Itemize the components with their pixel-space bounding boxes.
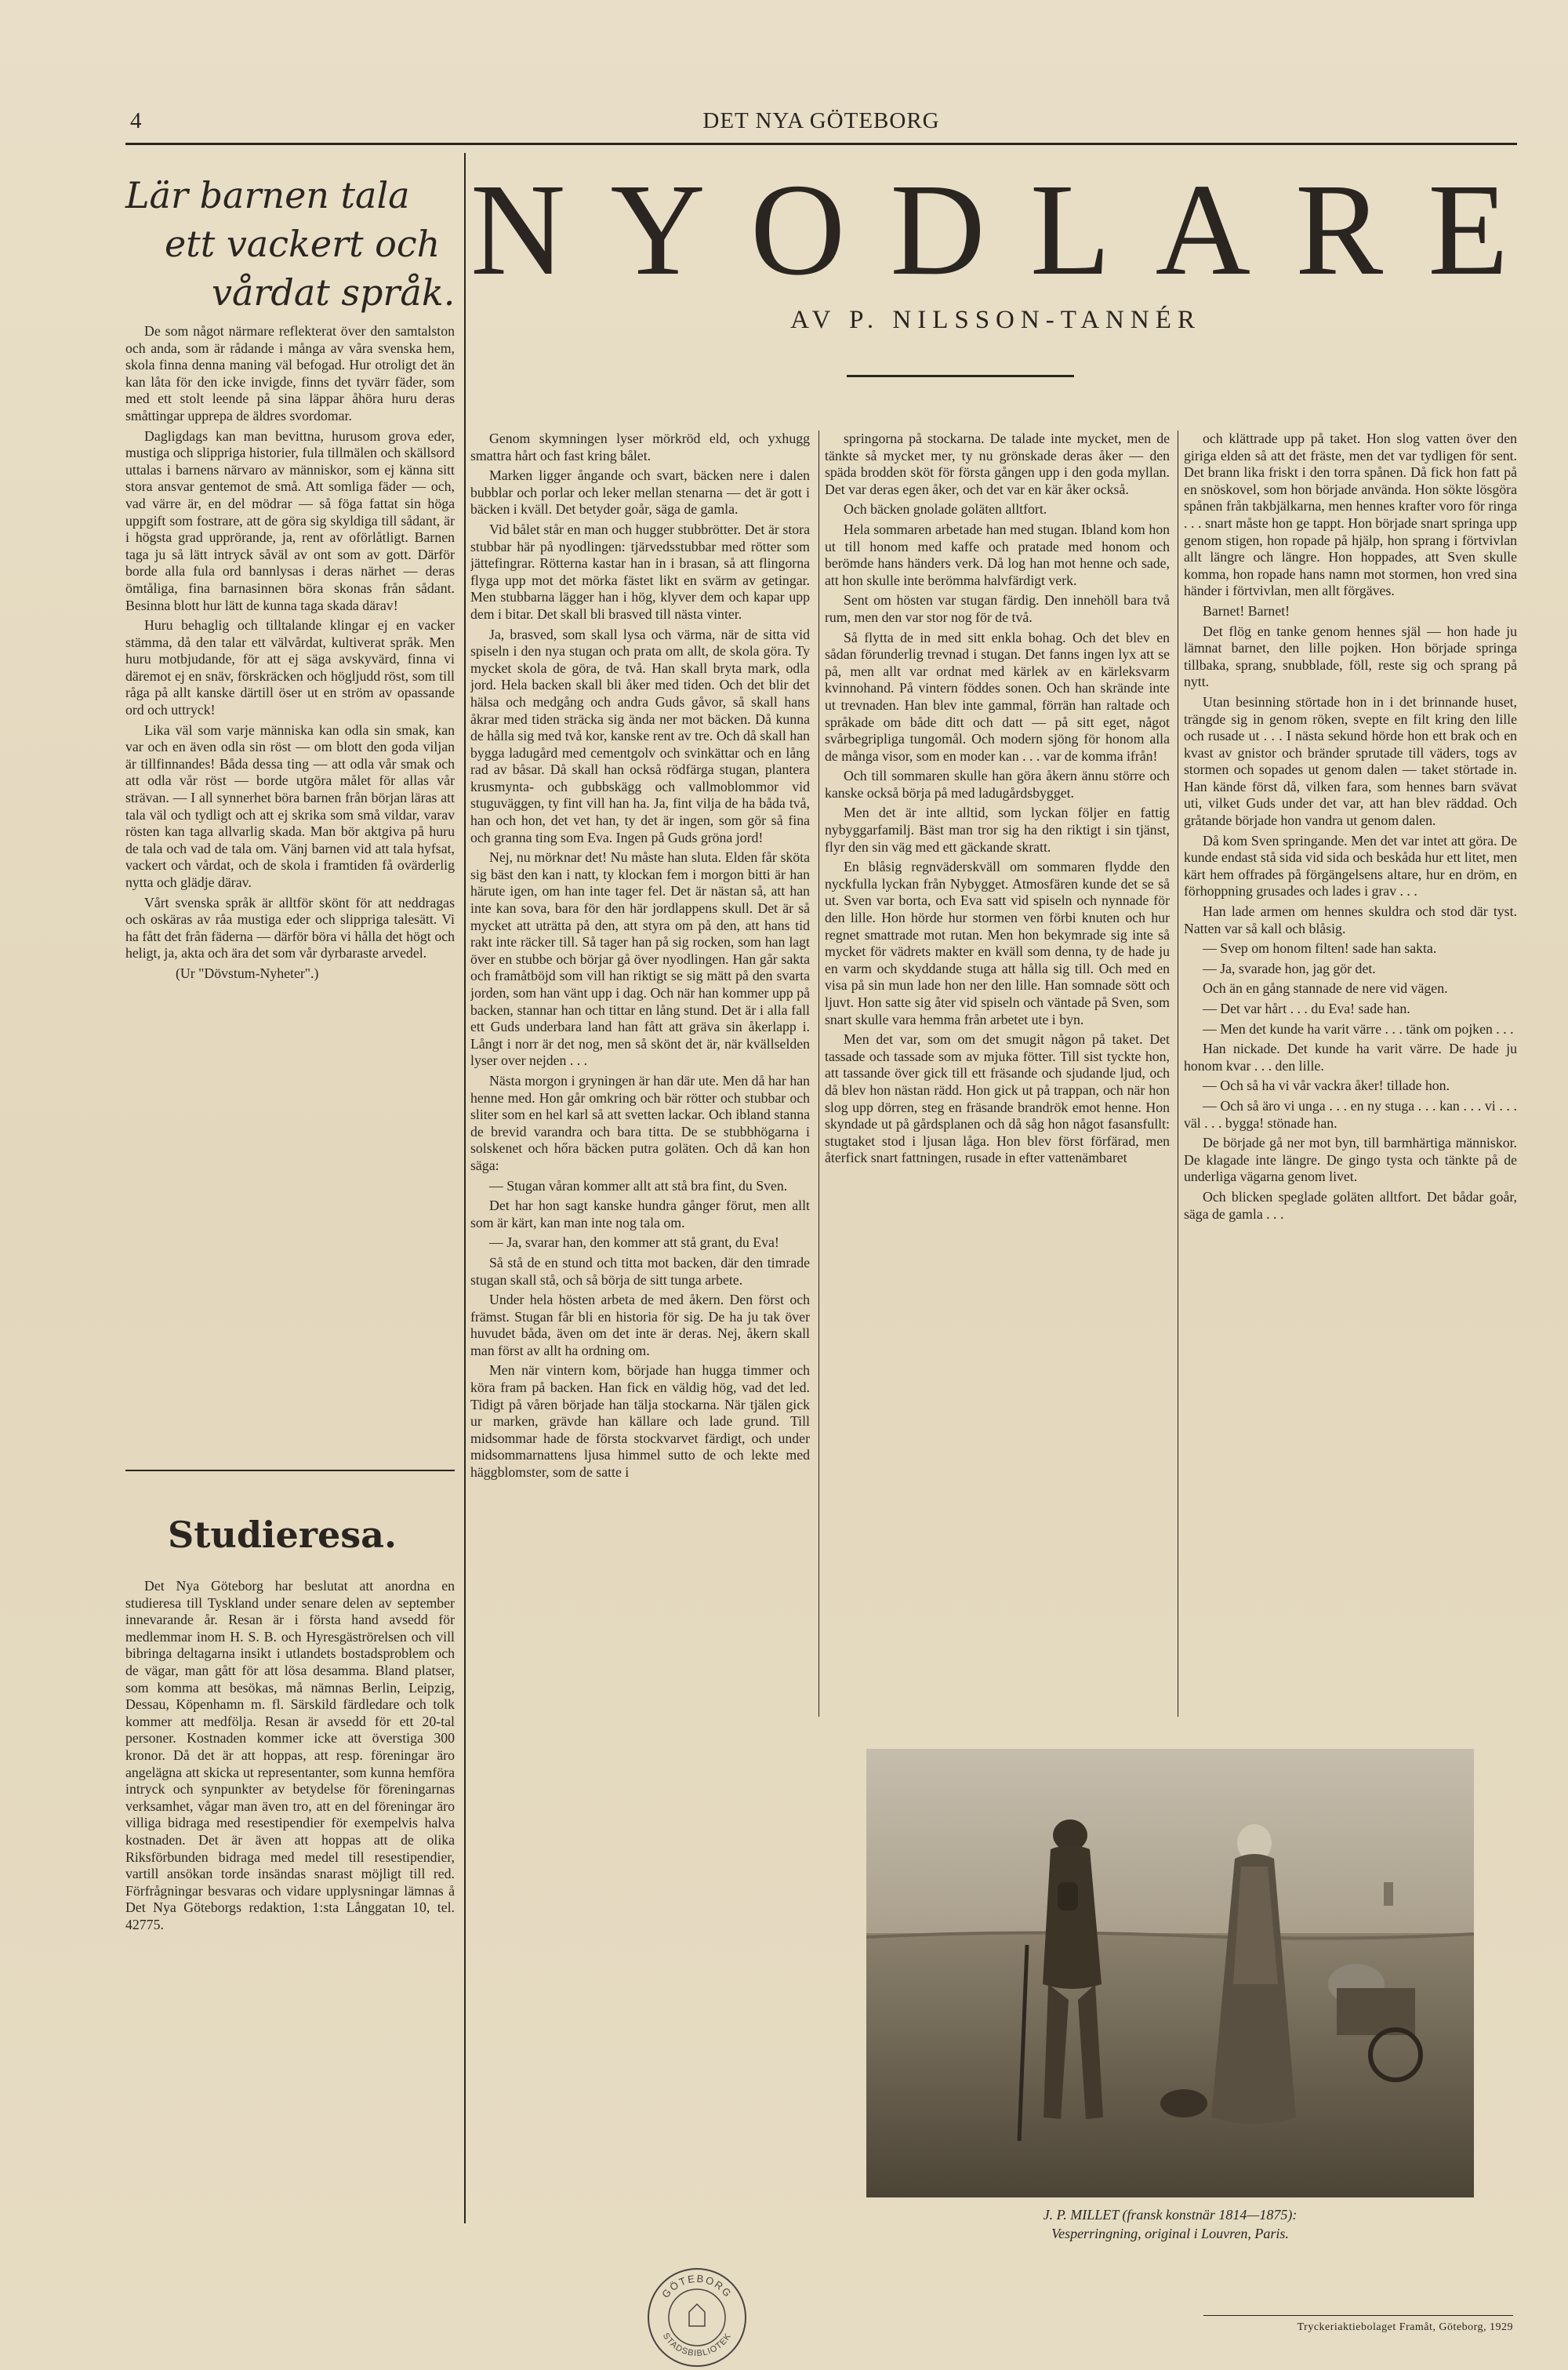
caption-line-1: J. P. MILLET (fransk konstnär 1814—1875): xyxy=(1043,2207,1298,2223)
story-paragraph: Genom skymningen lyser mörkröd eld, och yxhugg smattra hårt och fast kring bålet. xyxy=(470,431,810,463)
story-paragraph: Och än en gång stannade de nere vid vägen. xyxy=(1203,980,1448,997)
story-paragraph: Så stå de en stund och titta mot backen, där den timrade stugan skall stå, och så börja de sitt tunga arbete. xyxy=(470,1254,810,1288)
printer-imprint: Tryckeriaktiebolaget Framåt, Göteborg, 1929 xyxy=(1297,2321,1513,2333)
story-paragraph: Nej, nu mörknar det! Nu måste han sluta. Elden får sköta sig bäst den kan i natt, ty klockan fem i morgon bitti är han härute igen, om han inte tager fel. Det är nästan så, att han inte kan sova, bara för den här jordlappens skull. Det är så mycket att uträtta på den, att styra om på den, att hans tid rakt inte räcker till. Så tager han på sig rocken, som han lagt över en stubbe och börjar gå över nyodlingen. Han går sakta och framåtböjd som vill han riktigt se sig mätt på den svarta jorden, som han vänt upp i dag. Och när han kommer upp på backen, stannar han och tittar en lång stund. Det är i alla fall ett Guds underbara land han fått att gräva sin åkerlapp i. Långt i norr är det nog, men så skönt det är, när kvällselden lyser over nejden . . . xyxy=(470,849,810,1069)
story-title-text xyxy=(470,157,1521,303)
left-article-paragraph: De som något närmare reflekterat över den samtalston och anda, som är rådande i många av våra svenska hem, skola finna denna maning väl befogad. Hur otroligt det än kan låta för den icke invigde, finns det tyvärr fäder, som med ett stolt leende på sina läppar åhöra huru deras småttingar upprepa de äldres svordomar. xyxy=(125,323,455,423)
story-paragraph: — Men det kunde ha varit värre . . . tänk om pojken . . . xyxy=(1203,1020,1514,1037)
story-byline: AV P. NILSSON-TANNÉR xyxy=(790,306,1201,334)
story-paragraph: Och blicken speglade goläten alltfort. Det bådar goår, säga de gamla . . . xyxy=(1184,1188,1517,1222)
footer-rule xyxy=(1203,2315,1513,2316)
story-paragraph: Men när vintern kom, började han hugga timmer och köra fram på backen. Han fick en väldig hög, vad det led. Tidigt på våren började han tälja stockarna. När tjälen gick ur marken, grävde han källare och lade grund. Till midsommar hade de första stockvarvet färdigt, och under midsommarnattens ljusa himmel sutto de och lekte med häggblomster, som de satte i xyxy=(470,1362,810,1481)
story-paragraph: Då kom Sven springande. Men det var intet att göra. De kunde endast stå sida vid sida och beskåda hur ett litet, men kärt hem offrades på förgängelsens altare, hur en dröm, en förhoppning grusades och lades i grav . . . xyxy=(1184,832,1517,900)
story-paragraph: springorna på stockarna. De talade inte mycket, men de tänkte så mycket mer, ty nu grönskade deras åker — den späda brodden sköt för första gången upp i den goda myllan. Det var deras egen åker, och det var en kär åker också. xyxy=(825,431,1170,497)
title-letter: A xyxy=(1155,157,1263,303)
story-column-2 xyxy=(825,431,1170,1705)
story-paragraph: — Och så äro vi unga . . . en ny stuga . . . kan . . . vi . . . väl . . . bygga! stönade han. xyxy=(1184,1097,1517,1131)
distant-steeple xyxy=(1384,1882,1393,1906)
story-paragraph: Vid bålet står en man och hugger stubbrötter. Det är stora stubbar här på nyodlingen: tjärvedsstubbar med rötter som jättefingrar. Rötterna kastar han in i brasan, så att flingorna flyga upp mot det mörka fästet likt en svärm av getingar. Men stubbarna lägger han i hög, klyver dem och kapar upp dem i bitar. Det skall bli brasved till nästa vinter. xyxy=(470,521,810,622)
story-paragraph: — Och så ha vi vår vackra åker! tillade hon. xyxy=(1203,1078,1450,1094)
section-divider xyxy=(125,1470,455,1471)
story-paragraph: Barnet! Barnet! xyxy=(1203,602,1290,619)
newspaper-name: DET NYA GÖTEBORG xyxy=(702,108,940,133)
page-header xyxy=(125,108,1517,146)
story-paragraph: Men det var, som om det smugit någon på taket. Det tassade och tassade som av mjuka fötter. Till sist tyckte hon, att tassande över gick till ett fräsande och sjudande ljud, och då blev hon nästan rädd. Hon gick ut på trappan, och när hon slog upp dörren, steg en fräsande brandrök emot henne. Hon skyndade ut på gårdsplanen och då såg hon något fasansfullt: stugtaket stod i ljusan låga. Hon blev först förfärad, men återfick snart fattningen, rusade in efter vattenämbaret xyxy=(825,1031,1170,1166)
left-article-paragraph: Lika väl som varje människa kan odla sin smak, kan var och en även odla sin röst — om blott den goda viljan är tillfinnandes! Båda dessa ting — att odla vår smak och att odla vår röst — borde utgöra målet för allas vår strävan. — I all synnerhet böra barnen från början läras att tala väl och tydligt och att ej skrika som små vildar, varav rösten kan taga allvarlig skada. Man bör aktgiva på huru de tala och vad de tala om. Vänj barnen vid att tala hyfsat, vackert och vårdat, och de skola i framtiden få ovärderlig nytta och glädje därav. xyxy=(125,722,455,890)
story-paragraph: — Ja, svarar han, den kommer att stå grant, du Eva! xyxy=(489,1234,779,1251)
angelus-painting xyxy=(866,1749,1474,2197)
story-paragraph: — Ja, svarade hon, jag gör det. xyxy=(1203,960,1376,976)
stamp-text-bottom: STADSBIBLIOTEK xyxy=(660,2331,734,2359)
story-paragraph: Men det är inte alltid, som lyckan följer en fattig nybyggarfamilj. Bäst man tror sig ha den riktigt i sin tjänst, flyr den sin väg med ett gäckande skratt. xyxy=(825,805,1170,855)
header-rule xyxy=(125,143,1517,145)
title-letter: E xyxy=(1428,157,1521,303)
stamp-text-top: GÖTEBORG xyxy=(659,2272,735,2300)
story-paragraph: De började gå ner mot byn, till barmhärtiga människor. De klagade inte längre. De gingo tysta och tänkte på de underliga vägarna genom livet. xyxy=(1184,1135,1517,1185)
story-paragraph: Och bäcken gnolade goläten alltfort. xyxy=(844,501,1047,518)
page-number: 4 xyxy=(130,108,143,133)
title-letter: Y xyxy=(610,157,718,303)
heading-line-2: ett vackert och xyxy=(165,223,441,265)
story-title xyxy=(470,157,1521,303)
title-letter: R xyxy=(1295,157,1396,303)
story-paragraph: — Det var hårt . . . du Eva! sade han. xyxy=(1203,1001,1410,1016)
left-article-paragraph: Dagligdags kan man bevittna, hurusom grova eder, mustiga och slippriga historier, fula tillmälen och skällsord uttalas i barnens närvaro av människor, som ej känna sitt stora ansvar gentemot de små. Att somliga fäder — och, vad värre är, en del mödrar — så föga fattat sin höga uppgift som fostrare, att de göra sig skyldiga till sådant, är i högsta grad upprörande, ja, rent av oförlåtligt. Barnen taga ju så lätt intryck såväl av ont som av gott. Därför borde alla fula ord bannlysas i deras närhet — deras ömtåliga, fina barnasinnen böra skonas från sådant. Besinna blott hur lätt de kunna taga skada därav! xyxy=(125,427,455,613)
left-article-body xyxy=(125,323,455,1454)
stamp-emblem-icon xyxy=(689,2304,705,2326)
byline-rule xyxy=(847,375,1074,377)
column-rule-vertical xyxy=(818,431,819,1717)
left-article-source: (Ur "Dövstum-Nyheter".) xyxy=(176,965,319,981)
story-paragraph: Utan besinning störtade hon in i det brinnande huset, trängde sig in genom röken, svepte en filt kring den lille och rusade ut . . . I nästa sekund hörde hon ett brak och en kvast av gnistor och bränder sprutade till väders, togs av stormen och sopades ut genom dalen — taket störtade in. Han kände först då, vilken fara, som hennes barn svävat uti, vilket Guds under det var, att han blev räddad. Och gråtande började hon vandra ut genom dalen. xyxy=(1184,693,1517,829)
title-letter: L xyxy=(1029,157,1123,303)
story-paragraph: och klättrade upp på taket. Hon slog vatten över den giriga elden så att det fräste, men det var tydligen för sent. Det brann lika friskt i den torra spånen. Då fick hon fatt på en snöskovel, som hon började använda. Hon sökte lösgöra spånen från takbjälkarna, men hennes krafter voro för ringa . . . snart måste hon ge tappt. Hon började snart springa upp genom stigen, hon ropade på hjälp, hon sprang i förtvivlan allt längre och längre. Hon hoppades, att Sven skulle komma, hon ropade hans namn mot stormen, hon vred sina händer i förtvivlan, men allt förgäves. xyxy=(1184,431,1517,599)
story-paragraph: Han lade armen om hennes skuldra och stod där tyst. Natten var så kall och blåsig. xyxy=(1184,903,1517,936)
story-paragraph: Och till sommaren skulle han göra åkern ännu större och kanske också börja på med ladugårdsbygget. xyxy=(825,768,1170,801)
studieresa-body xyxy=(125,1578,455,2237)
story-paragraph: Nästa morgon i gryningen är han där ute. Men då har han henne med. Hon går omkring och bär rötter och stubbar och sliter som en hel karl så att svetten lackar. Och ibland stanna de brevid varandra och bara titta. De se stubbhögarna i solskenet och hőra bäcken putra goläten. Och då kan hon säga: xyxy=(470,1072,810,1173)
left-article-heading xyxy=(125,171,455,317)
column-rule-vertical xyxy=(464,153,466,2223)
story-paragraph: — Stugan våran kommer allt att stå bra fint, du Sven. xyxy=(489,1177,788,1194)
studieresa-paragraph: Det Nya Göteborg har beslutat att anordna en studieresa till Tyskland under senare delen av september innevarande år. Resan är i första hand avsedd för medlemmar inom H. S. B. och Hyresgäströrelsen och vill bibringa deltagarna insikt i utlandets bostadsproblem och de vägar, man gått för att lösa desamma. Bland platser, som komma att besökas, må nämnas Berlin, Leipzig, Dessau, Köpenhamn m. fl. Särskild färdledare och tolk kommer att medfölja. Resan är avsedd för ett 20-tal personer. Kostnaden kommer icke att överstiga 300 kronor. Då det är att hoppas, att resp. föreningar äro angelägna att skicka ut representanter, som kunna hemföra intryck och synpunkter av betydelse för föreningarnas verksamhet, vågar man även tro, att en del föreningar äro villiga bidraga med resestipendier för exempelvis halva kostnaden. Det är även att hoppas att de olika Riksförbunden bidraga med medel till resestipendier, vartill ansökan torde insändas snarast möjligt till red. Förfrågningar besvaras och vidare upplysningar lämnas å Det Nya Göteborgs redaktion, 1:sta Långgatan 10, tel. 42775. xyxy=(125,1578,455,1932)
story-paragraph: — Svep om honom filten! sade han sakta. xyxy=(1203,940,1437,957)
story-paragraph: Under hela hösten arbeta de med åkern. Den först och främst. Stugan får bli en historia för sig. De ha ju tak över huvudet båda, även om det inte är deras. Nej, åkern skall man först av allt ha ordning om. xyxy=(470,1292,810,1358)
story-paragraph: En blåsig regnväderskväll om sommaren flydde den nyckfulla lyckan från Nybygget. Atmosfären kunde det se så ut. Sven var borta, och Eva satt vid spiseln och nynnade för den lille. Hon hörde hur stormen ven förbi knuten och hur regnet smattrade mot rutan. Men hon bekymrade sig inte så mycket för vädrets makter en kväll som denna, ty de hade ju en varm och skyddande stuga att hålla sig till. Och med en visa på sin mun lade hon ner den lille. Han somnade sött och ljuvt. Hon satte sig åter vid spiseln och väntade på Sven, som snart skulle vara hemma från arbetet ute i byn. xyxy=(825,859,1170,1027)
heading-line-3: vårdat språk. xyxy=(212,271,456,314)
photo-caption xyxy=(866,2205,1474,2243)
artwork-photo xyxy=(866,1749,1474,2197)
story-paragraph: Det flög en tanke genom hennes själ — hon hade ju lämnat barnet, den lille pojken. Hon började springa tillbaka, sprang, snubblade, föll, reste sig och sprang på nytt. xyxy=(1184,623,1517,690)
studieresa-title: Studieresa. xyxy=(167,1514,397,1556)
basket xyxy=(1160,2089,1207,2117)
story-paragraph: Han nickade. Det kunde ha varit värre. De hade ju honom kvar . . . den lille. xyxy=(1184,1041,1517,1074)
title-letter: N xyxy=(470,157,579,303)
story-paragraph: Marken ligger ångande och svart, bäcken nere i dalen bubblar och porlar och leker mellan stenarna — det är gott i bäcken i kväll. Det betyder goår, säga de gamla. xyxy=(470,467,810,518)
story-column-1 xyxy=(470,431,810,2223)
title-letter: D xyxy=(890,157,998,303)
story-paragraph: Så flytta de in med sitt enkla bohag. Och det blev en sådan förunderlig trevnad i stugan. Det fanns ingen lyx att se på, men allt var ordnat med kärlek av en kärleksvarm kvinnohand. På vintern föddes sonen. Och han skrände inte ut trevnaden. Han blev inte gammal, förrän han raltade och språkade om både ditt och datt — på sitt eget, något svårbegripliga tungomål. Och modern sjöng för honom alla de många visor, som en moder kan . . . var de komma ifrån! xyxy=(825,629,1170,764)
title-letter: O xyxy=(750,157,858,303)
story-paragraph: Ja, brasved, som skall lysa och värma, när de sitta vid spiseln i den nya stugan och prata om allt, de skola göra. Ty mycket skola de göra, de två. Han skall bryta mark, odla jord. Hela backen skall bli åker med tiden. Och det blir det hälsa och medgång och andra Guds gåvor, så skall hans åkrar med tiden sträcka sig ända ner mot bäcken. Då kunna de hålla sig med två kor, kanske rent av tre. Och då skall han bygga ladugård med cementgolv och svinkättar och en lång rad av båsar. Då skall han också rödfärga stugan, plantera krusmynta- och gubbskägg och vallmoblommor vid stuguväggen, ty fint vill han ha. Ja, fint vilja de ha båda två, han och hon, det vet han, ty det är ingen, som gör så fina och granna ting som Eva. Ingen på Guds gröna jord! xyxy=(470,626,810,845)
story-paragraph: Hela sommaren arbetade han med stugan. Ibland kom hon ut till honom med kaffe och pratade med honom och berömde hans händers verk. Då log han mot henne och sade, att hon skulle inte berömma halvfärdigt verk. xyxy=(825,521,1170,588)
left-article-paragraph: Huru behaglig och tilltalande klingar ej en vacker stämma, då den talar ett välvårdat, kultiverat språk. Men huru motbjudande, för att ej säga avskyvärd, finna vi däremot ej en snäv, förskräcken och högljudd röst, som till råga på allt kanske därtill öser ut en ström av opassande ord och uttryck! xyxy=(125,617,455,718)
story-paragraph: Sent om hösten var stugan färdig. Den innehöll bara två rum, men den var stor nog för de två. xyxy=(825,592,1170,625)
story-paragraph: Det har hon sagt kanske hundra gånger förut, men allt som är kärt, kan man inte nog tala om. xyxy=(470,1198,810,1230)
heading-line-1: Lär barnen tala xyxy=(125,174,410,216)
story-column-3 xyxy=(1184,431,1517,1705)
left-article-paragraph: Vårt svenska språk är alltför skönt för att neddragas och oskäras av råa mustiga eder och slippriga talesätt. Vi ha fått det från fäderna — därför böra vi hålla det högt och heligt, ja, akta och ära det som vår dyrbaraste arvedel. xyxy=(125,894,455,961)
caption-line-2: Vesperringning, original i Louvren, Paris. xyxy=(1051,2226,1289,2241)
library-stamp xyxy=(644,2265,750,2370)
svg-text:STADSBIBLIOTEK xyxy=(661,2332,733,2358)
